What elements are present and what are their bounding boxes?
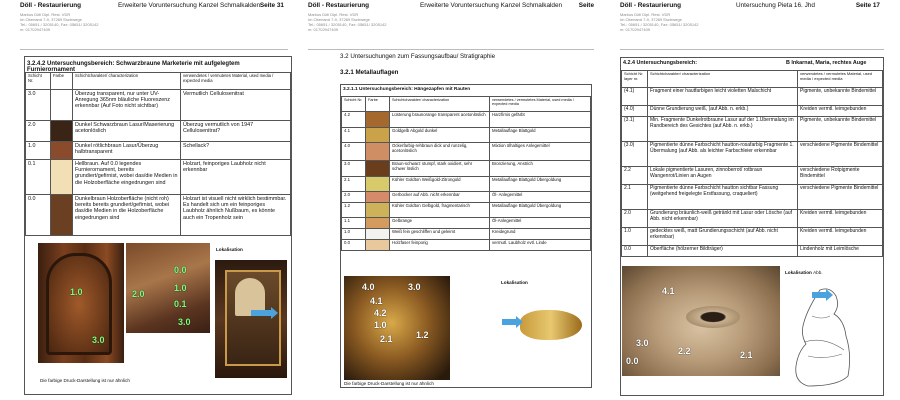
- color-swatch: [51, 195, 73, 236]
- pulpit-location-photo: [215, 260, 287, 378]
- marquetry-photo-closeup: [38, 243, 124, 363]
- layer-number: 0.0: [622, 246, 648, 257]
- table-row: [622, 228, 883, 246]
- color-swatch: [51, 160, 73, 195]
- layer-material: Schellack?: [181, 142, 291, 160]
- layer-number: 1.0: [26, 142, 51, 160]
- address-line: m: 01702947409: [20, 27, 51, 32]
- layer-label: 1.0: [374, 320, 387, 330]
- color-swatch: [366, 192, 390, 203]
- layer-material: Metallauflage Blattgold Übergoldung: [490, 203, 591, 218]
- address-line: Markus Döll Dipl. Rest. VDR: [620, 12, 671, 17]
- figure-caption: Die farbige Druck-Darstellung ist nur ähnlich: [344, 381, 434, 386]
- color-swatch: [366, 218, 390, 229]
- layer-description: Oberfläche (hölzerner Bildträger): [648, 246, 798, 257]
- layer-number: 2.0: [26, 121, 51, 142]
- layer-material: Metallauflage Blattgold Übergoldung: [490, 177, 591, 192]
- layer-description: Min. Fragmente Dunkelrotbraune Lasur auf der 1.Übermalung im Randbereich des Gesichtes (auf Abb. n. erkb.): [648, 117, 798, 142]
- layer-label: 0.0: [174, 265, 187, 275]
- layer-label: 4.1: [662, 286, 675, 296]
- header-material: verwendetes / vermutetes Material, used media / expected media: [181, 73, 291, 90]
- layer-number: 0.0: [342, 240, 366, 251]
- color-swatch: [51, 90, 73, 121]
- layer-description: Kühler Goldton Weißgold-Zitrongold: [390, 177, 490, 192]
- color-swatch: [366, 128, 390, 143]
- arrow-head-icon: [271, 307, 278, 319]
- report-page-1: [0, 0, 298, 400]
- section-title: 3.2 Untersuchungen zum Fassungsaufbau/ Stratigraphie: [340, 53, 496, 60]
- layer-number: 1.1: [342, 218, 366, 229]
- layer-material: verschiedene Pigmente Bindemittel: [798, 185, 883, 210]
- layer-number: 4.0: [342, 143, 366, 161]
- address-block: [308, 12, 387, 32]
- table-row: [342, 161, 591, 177]
- color-swatch: [366, 203, 390, 218]
- header-rule: [308, 49, 594, 50]
- report-page-3: [604, 0, 900, 400]
- layer-description: Goldgelb Abgold dunkel: [390, 128, 490, 143]
- address-block: [20, 12, 99, 32]
- page-header: [604, 0, 900, 12]
- layer-material: Kreiden vermtl. leimgebunden: [798, 228, 883, 246]
- layer-description: Pigmentierte dünne Farbschicht hautton sichtbar Fassung (weitgehend freigelegte Erstfassung, craqueliert): [648, 185, 798, 210]
- header-character: Schichtcharakter/ characterization: [390, 97, 490, 112]
- page-header: [304, 0, 598, 12]
- arrow-right-icon: [502, 319, 516, 325]
- layer-number: 1.0: [622, 228, 648, 246]
- arrow-head-icon: [516, 316, 523, 328]
- header-character: Schichtcharakter/ characterization: [73, 73, 181, 90]
- layer-material: Vermutlich Cellulosenitrat: [181, 90, 291, 121]
- localisation-label: Lokalisation: [216, 247, 243, 252]
- layer-label: 2.1: [740, 350, 753, 360]
- header-material: verwendetes / vermutetes Material, used media / expected media: [798, 71, 883, 88]
- table-row: [342, 128, 591, 143]
- table-row: [26, 121, 291, 142]
- table-header-row: [26, 73, 291, 90]
- layer-label: 2.0: [132, 289, 145, 299]
- header-color: Farbe: [366, 97, 390, 112]
- firm-name: Döll - Restaurierung: [620, 2, 682, 9]
- color-swatch: [51, 121, 73, 142]
- document-title: Erweiterte Voruntersuchung Kanzel Schmalkalden: [118, 2, 261, 9]
- header-material: verwendetes / vermutetes Material, used media / expected media: [490, 97, 591, 112]
- header-rule: [20, 49, 288, 50]
- stratigraphy-table: [341, 96, 591, 251]
- table-header-row: [342, 97, 591, 112]
- figure-caption: Die farbige Druck-Darstellung ist nur ähnlich: [40, 378, 130, 383]
- table-header-row: [622, 71, 883, 88]
- page-number: Seite 31: [259, 2, 284, 9]
- table-title: 3.2.1.1 Untersuchungsbereich: Hängezapfen mit Rauten: [343, 87, 471, 92]
- layer-number: 2.0: [622, 210, 648, 228]
- color-swatch: [366, 143, 390, 161]
- layer-number: 3.0: [26, 90, 51, 121]
- table-row: [342, 203, 591, 218]
- layer-label: 3.0: [636, 338, 649, 348]
- table-row: [26, 142, 291, 160]
- layer-number: (4.0): [622, 106, 648, 117]
- address-line: m: 01702947409: [308, 27, 339, 32]
- layer-material: Kreiden vermtl. leimgebunden: [798, 106, 883, 117]
- section-title: 4.2.4 Untersuchungsbereich:: [623, 60, 697, 66]
- layer-description: Ockerfarbig-rehbraun dick und runzelig, acetonlöslich: [390, 143, 490, 161]
- layer-description: Pigmentierte dünne Farbschicht hautton-rosafarbig Fragmente 1. Übermalung (auf Abb. als leichter Farbschleier erkennbar: [648, 142, 798, 167]
- layer-number: 0.1: [26, 160, 51, 195]
- layer-number: 2.1: [622, 185, 648, 210]
- table-row: [622, 210, 883, 228]
- layer-number: (4.1): [622, 88, 648, 106]
- layer-number: (3.0): [622, 142, 648, 167]
- layer-material: Harzfirnis gefärbt: [490, 112, 591, 128]
- layer-material: Pigmente, unbekannte Bindemittel: [798, 117, 883, 142]
- header-layer: Schicht Nr.: [26, 73, 51, 90]
- layer-material: Bronzierung, Anstrich: [490, 161, 591, 177]
- layer-description: Dunkel Schwarzbraun Lasur/Maserierung acetonlöslich: [73, 121, 181, 142]
- layer-description: Lüsterung braunorange transparent acetonlöslich: [390, 112, 490, 128]
- table-row: [622, 142, 883, 167]
- arrow-right-icon: [812, 292, 826, 298]
- layer-number: 4.2: [342, 112, 366, 128]
- layer-label: 1.0: [174, 283, 187, 293]
- layer-number: 2.1: [342, 177, 366, 192]
- layer-number: 0.0: [26, 195, 51, 236]
- table-row: [342, 143, 591, 161]
- layer-number: 1.0: [342, 229, 366, 240]
- layer-material: Mixtion ölhaltiges Anlegemittel: [490, 143, 591, 161]
- pieta-eye-photo: [622, 266, 780, 376]
- layer-description: Fragment einer hautfarbigen leicht violetten Malschicht: [648, 88, 798, 106]
- layer-material: Pigmente, unbekannte Bindemittel: [798, 88, 883, 106]
- stratigraphy-table: [25, 72, 291, 236]
- layer-label: 1.2: [416, 330, 429, 340]
- layer-label: 4.2: [374, 308, 387, 318]
- address-line: Tel.: 05651 / 3205140, Fax: 05651/ 3205142: [620, 22, 699, 27]
- table-row: [622, 246, 883, 257]
- layer-material: verschiedene Pigmente Bindemittel: [798, 142, 883, 167]
- address-line: Im Oberland 7-9, 37269 Eschwege: [620, 17, 682, 22]
- layer-number: (3.1): [622, 117, 648, 142]
- header-layer: Schicht Nr. layer nr.: [622, 71, 648, 88]
- report-page-2: [304, 0, 598, 400]
- section-title: 3.2.4.2 Untersuchungsbereich: Schwarzbraune Marketerie mit aufgelegtem Furnierornament: [27, 61, 240, 73]
- marquetry-photo-detail: [126, 243, 210, 333]
- table-row: [622, 185, 883, 210]
- layer-description: Dunkelbraun Holzoberfläche (nicht roh) bereits bereits grundiert/gefirnist, wobei das/die Medien in die Holzoberfläche eingedrungen sind: [73, 195, 181, 236]
- header-rule: [620, 49, 884, 50]
- layer-material: Kreidegrund: [490, 229, 591, 240]
- layer-description: Grundierung bräunlich-weiß getränkt mit Lasur oder Lösche (auf Abb. nicht erkennbar): [648, 210, 798, 228]
- header-color: Farbe: [51, 73, 73, 90]
- layer-label: 2.2: [678, 346, 691, 356]
- color-swatch: [51, 142, 73, 160]
- table-row: [342, 240, 591, 251]
- section-subject: B Inkarnat, Maria, rechtes Auge: [786, 60, 867, 66]
- address-block: [620, 12, 699, 32]
- header-layer: Schicht Nr.: [342, 97, 366, 112]
- address-line: Tel.: 05651 / 3205140, Fax: 05651/ 3205142: [308, 22, 387, 27]
- page-header: [0, 0, 298, 12]
- document-title: Untersuchung Pieta 16. Jhd: [736, 2, 815, 9]
- address-line: Im Oberland 7-9, 37269 Eschwege: [20, 17, 82, 22]
- table-row: [342, 177, 591, 192]
- layer-material: vermutl. Laubholz evtl. Linde: [490, 240, 591, 251]
- pendant-location-photo: [502, 300, 584, 350]
- firm-name: Döll - Restaurierung: [308, 2, 370, 9]
- table-row: [622, 106, 883, 117]
- table-row: [342, 218, 591, 229]
- layer-description: Dunkel rötlichbraun Lasur/Überzug halbtransparent: [73, 142, 181, 160]
- color-swatch: [366, 112, 390, 128]
- layer-number: 3.0: [342, 161, 366, 177]
- table-row: [342, 192, 591, 203]
- layer-description: Lokale pigmentierte Lasuren, zinnoberrot/ rotbraun Wangenrot/Linien an Augen: [648, 167, 798, 185]
- table-row: [26, 160, 291, 195]
- address-line: Im Oberland 7-9, 37269 Eschwege: [308, 17, 370, 22]
- layer-label: 4.0: [362, 282, 375, 292]
- table-row: [26, 90, 291, 121]
- subsection-title: 3.2.1 Metallauflagen: [340, 69, 399, 76]
- arrow-head-icon: [826, 289, 833, 301]
- layer-number: 2.2: [622, 167, 648, 185]
- layer-description: Dünne Grundierung weiß, (auf Abb. n. erkb.): [648, 106, 798, 117]
- header-character: Schichtcharakter/ characterization: [648, 71, 798, 88]
- page-number: Seite 17: [855, 2, 880, 9]
- layer-description: Holzfaser feinporig: [390, 240, 490, 251]
- table-row: [342, 112, 591, 128]
- layer-number: 4.1: [342, 128, 366, 143]
- table-row: [622, 167, 883, 185]
- localisation-label: [785, 270, 823, 275]
- color-swatch: [366, 240, 390, 251]
- layer-material: Öl-Anlegemittel: [490, 218, 591, 229]
- localisation-suffix: Abb.: [813, 270, 823, 275]
- color-swatch: [366, 177, 390, 192]
- layer-material: verschiedene Rotpigmente Bindemittel: [798, 167, 883, 185]
- layer-label: 3.0: [178, 317, 191, 327]
- table-row: [622, 117, 883, 142]
- localisation-label: Lokalisation: [501, 280, 528, 285]
- layer-material: Holzart ist visuell nicht wirklich bestimmbar. Es handelt sich um ein feinporiges Laubholz ähnlich Nußbaum, es könnte auch ein Tropenholz sein: [181, 195, 291, 236]
- address-line: Markus Döll Dipl. Rest. VDR: [20, 12, 71, 17]
- layer-label: 0.0: [626, 356, 639, 366]
- layer-material: Öl- Anlegemittel: [490, 192, 591, 203]
- layer-number: 2.0: [342, 192, 366, 203]
- document-title: Erweiterte Voruntersuchung Kanzel Schmalkalden: [420, 2, 563, 9]
- layer-description: Gerbocker auf Abb. nicht erkennbar: [390, 192, 490, 203]
- firm-name: Döll - Restaurierung: [20, 2, 82, 9]
- layer-material: Metallauflage Blattgold: [490, 128, 591, 143]
- table-row: [622, 88, 883, 106]
- layer-label: 3.0: [408, 282, 421, 292]
- layer-description: Kühler Goldton Gelbgold, fragmentarisch: [390, 203, 490, 218]
- address-line: Markus Döll Dipl. Rest. VDR: [308, 12, 359, 17]
- color-swatch: [366, 229, 390, 240]
- address-line: Tel.: 05651 / 3205140, Fax: 05651/ 3205142: [20, 22, 99, 27]
- pieta-sketch: [790, 282, 858, 392]
- layer-material: Überzug vermutlich von 1947 Cellulosenitrat?: [181, 121, 291, 142]
- layer-number: 1.2: [342, 203, 366, 218]
- table-row: [26, 195, 291, 236]
- stratigraphy-table: [621, 70, 883, 257]
- layer-description: Braun-schwarz stumpf, stark oxidiert, sehr schwer löslich: [390, 161, 490, 177]
- layer-description: Gelbrange: [390, 218, 490, 229]
- arrow-right-icon: [251, 310, 271, 316]
- layer-label: 3.0: [92, 335, 105, 345]
- page-number: Seite: [578, 2, 594, 9]
- layer-description: Überzug transparent, nur unter UV-Anregung 365nm bläuliche Fluoreszenz erkennbar (Auf Foto nicht sichtbar): [73, 90, 181, 121]
- layer-label: 0.1: [174, 299, 187, 309]
- layer-description: Weiß fein geschliffen und geleimt: [390, 229, 490, 240]
- layer-label: 2.1: [380, 334, 393, 344]
- layer-label: 1.0: [70, 287, 83, 297]
- table-row: [342, 229, 591, 240]
- localisation-text: Lokalisation: [785, 270, 812, 275]
- color-swatch: [366, 161, 390, 177]
- pieta-outline-drawing: [790, 282, 858, 392]
- layer-label: 4.1: [370, 296, 383, 306]
- layer-description: gedecktes weiß, matt Grundierungsschicht (auf Abb. nicht erkennbar): [648, 228, 798, 246]
- layer-material: Lindenholz mit Leimlösche: [798, 246, 883, 257]
- layer-material: Kreiden vermtl. leimgebunden: [798, 210, 883, 228]
- layer-material: Holzart, feinporiges Laubholz nicht erkennbar: [181, 160, 291, 195]
- address-line: m: 01702947409: [620, 27, 651, 32]
- layer-description: Hellbraun. Auf 0.0 legendes Furnierornament, bereits grundiert/gefirnist, wobei das/die Medien in die Holzoberfläche eingedrungen sind: [73, 160, 181, 195]
- pendant-photo-closeup: [344, 276, 450, 380]
